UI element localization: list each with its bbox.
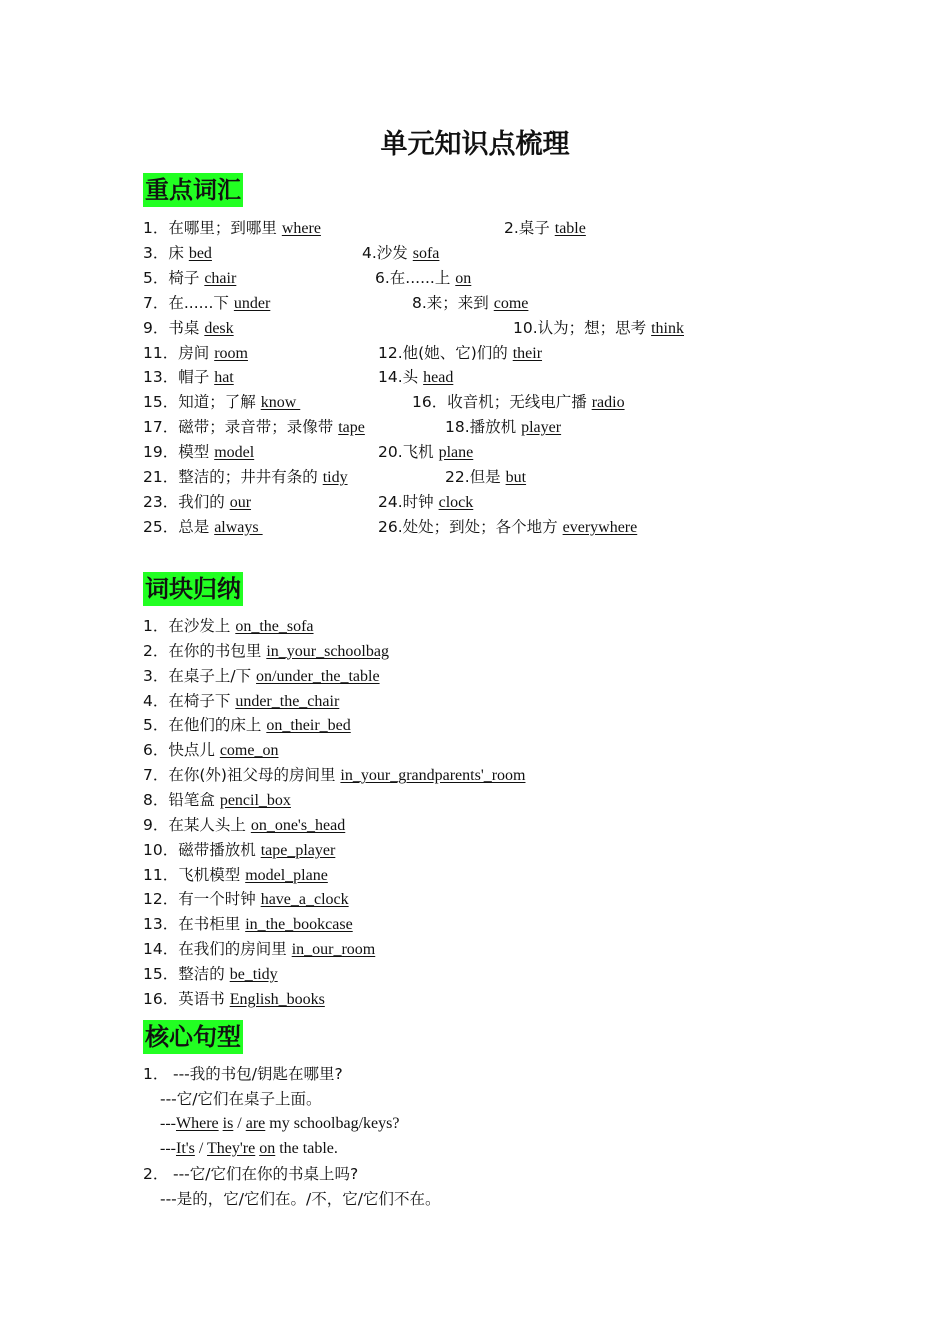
sentence-en-line — [160, 1112, 399, 1136]
english-answer: pencil_box — [219, 791, 291, 809]
chinese-phrase: 在沙发上 — [168, 617, 231, 635]
item-number: 16． — [143, 989, 179, 1008]
answer-word: are — [245, 1115, 266, 1132]
item-number: 5． — [143, 268, 169, 287]
vocab-item-right — [378, 440, 473, 465]
chinese-phrase: 在你(外)祖父母的房间里 — [168, 766, 336, 785]
chinese-term: 但是 — [469, 468, 501, 486]
english-answer: room — [214, 344, 248, 362]
english-answer: on — [455, 269, 472, 287]
english-answer: be_tidy — [229, 965, 278, 983]
item-number: 8. — [412, 293, 427, 312]
chinese-phrase: 在你的书包里 — [168, 641, 262, 660]
chinese-term: 在哪里；到哪里 — [168, 219, 277, 237]
english-answer: table — [554, 220, 586, 237]
section-heading-vocab: 重点词汇 — [143, 173, 243, 207]
item-number: 11． — [143, 343, 179, 362]
vocab-item-left — [143, 440, 254, 465]
section-heading-sentences: 核心句型 — [143, 1020, 243, 1054]
vocab-item-left — [143, 316, 234, 341]
english-answer: on/under_the_table — [256, 667, 380, 685]
english-answer: come_on — [219, 742, 279, 760]
phrase-item — [143, 738, 278, 763]
english-answer: tidy — [322, 469, 348, 486]
phrase-item — [143, 713, 351, 738]
vocab-item-left — [143, 241, 212, 266]
chinese-phrase: 在某人头上 — [168, 815, 246, 834]
item-number: 1． — [143, 219, 169, 237]
item-number: 4． — [143, 691, 169, 710]
chinese-term: 书桌 — [168, 318, 200, 337]
chinese-term: 磁带；录音带；录像带 — [178, 418, 334, 437]
phrase-item — [143, 689, 339, 714]
item-number: 14． — [143, 940, 179, 959]
english-answer: their — [512, 344, 543, 362]
vocab-item-right — [504, 216, 586, 241]
item-number: 15． — [143, 393, 179, 412]
english-answer: tape — [338, 419, 365, 437]
english-answer: model — [214, 444, 255, 462]
section-heading-phrases: 词块归纳 — [143, 572, 243, 606]
english-answer: where — [281, 220, 321, 237]
chinese-term: 房间 — [178, 343, 210, 362]
english-answer: always — [214, 518, 263, 536]
english-answer: plane — [438, 444, 474, 462]
english-answer: sofa — [412, 244, 440, 262]
english-answer: model_plane — [245, 866, 328, 884]
vocab-item-right — [375, 266, 471, 291]
phrase-item — [143, 887, 349, 912]
chinese-phrase: 整洁的 — [178, 964, 225, 983]
phrase-item — [143, 937, 375, 962]
item-number: 1． — [143, 617, 169, 635]
phrase-item — [143, 664, 380, 689]
chinese-phrase: 快点儿 — [168, 741, 215, 760]
phrase-item — [143, 813, 345, 838]
english-answer: player — [521, 419, 562, 437]
english-answer: bed — [188, 244, 212, 262]
vocab-item-left — [143, 216, 321, 241]
phrase-item — [143, 788, 291, 813]
chinese-term: 知道；了解 — [178, 393, 256, 412]
sentence-number: 2． — [143, 1165, 169, 1183]
english-answer: on_their_bed — [266, 717, 351, 735]
vocab-item-left — [143, 390, 300, 415]
chinese-term: 模型 — [178, 443, 210, 462]
chinese-term: 处处；到处；各个地方 — [402, 517, 558, 536]
phrase-item — [143, 863, 328, 888]
item-number: 14. — [378, 368, 403, 387]
chinese-term: 帽子 — [178, 368, 210, 387]
item-number: 9． — [143, 815, 169, 834]
english-answer: chair — [204, 269, 237, 287]
vocab-item-right — [378, 515, 637, 540]
english-answer: in_the_bookcase — [245, 916, 353, 934]
sentence-text: ---它/它们在桌子上面。 — [160, 1090, 322, 1108]
vocab-item-right — [362, 241, 439, 266]
item-number: 24. — [378, 492, 403, 511]
sentence-text: ---我的书包/钥匙在哪里? — [173, 1065, 343, 1083]
item-number: 16． — [412, 393, 448, 412]
sentence-number: 1． — [143, 1065, 169, 1083]
item-number: 8． — [143, 790, 169, 809]
vocab-item-right — [513, 316, 684, 341]
chinese-phrase: 在他们的床上 — [168, 716, 262, 735]
item-number: 17． — [143, 418, 179, 437]
english-answer: clock — [438, 493, 474, 511]
phrase-item — [143, 763, 525, 788]
chinese-term: 桌子 — [518, 219, 550, 237]
item-number: 15． — [143, 964, 179, 983]
sentence-text: ---是的，它/它们在。/不，它/它们不在。 — [160, 1190, 441, 1208]
item-number: 4. — [362, 243, 377, 262]
english-answer: desk — [204, 319, 234, 337]
english-answer: head — [423, 369, 454, 387]
phrase-item — [143, 962, 278, 987]
item-number: 18. — [445, 418, 470, 437]
chinese-term: 椅子 — [168, 268, 200, 287]
english-answer: our — [229, 493, 252, 511]
chinese-term: 在......下 — [168, 293, 229, 312]
dash-prefix: --- — [160, 1140, 176, 1157]
item-number: 21． — [143, 468, 179, 486]
chinese-term: 认为；想；思考 — [537, 318, 647, 337]
item-number: 12． — [143, 890, 179, 909]
chinese-term: 收音机；无线电广播 — [447, 393, 587, 412]
vocab-item-left — [143, 490, 251, 515]
item-number: 26. — [378, 517, 403, 536]
chinese-phrase: 有一个时钟 — [178, 890, 256, 909]
chinese-phrase: 铅笔盒 — [168, 790, 215, 809]
dash-prefix: --- — [160, 1115, 176, 1132]
vocab-item-right — [378, 365, 453, 390]
english-answer: come — [493, 294, 529, 312]
chinese-phrase: 在椅子下 — [168, 691, 231, 710]
english-answer: radio — [591, 394, 625, 412]
english-answer: in_your_grandparents'_room — [340, 767, 526, 785]
chinese-phrase: 飞机模型 — [178, 865, 241, 884]
item-number: 2. — [504, 219, 519, 237]
chinese-term: 播放机 — [469, 418, 517, 437]
chinese-term: 他(她、它)们的 — [402, 343, 508, 362]
chinese-term: 沙发 — [376, 243, 408, 262]
answer-word: They're — [207, 1140, 256, 1157]
item-number: 3． — [143, 243, 169, 262]
english-answer: under — [233, 294, 271, 312]
answer-word: is — [222, 1115, 234, 1132]
item-number: 10. — [513, 318, 538, 337]
english-answer: but — [505, 469, 527, 486]
phrase-item — [143, 614, 314, 639]
vocab-item-left — [143, 415, 365, 440]
item-number: 23． — [143, 492, 179, 511]
chinese-term: 飞机 — [402, 443, 434, 462]
item-number: 11． — [143, 865, 179, 884]
english-answer: on_one's_head — [250, 816, 346, 834]
item-number: 13． — [143, 915, 179, 934]
chinese-term: 在......上 — [389, 268, 451, 287]
english-answer: everywhere — [562, 518, 638, 536]
sentence-rest: my schoolbag/keys? — [265, 1115, 400, 1132]
item-number: 12. — [378, 343, 403, 362]
item-number: 20. — [378, 443, 403, 462]
chinese-phrase: 在桌子上/下 — [168, 666, 252, 685]
chinese-phrase: 在我们的房间里 — [178, 940, 287, 959]
chinese-term: 时钟 — [402, 492, 434, 511]
item-number: 22. — [445, 468, 470, 486]
english-answer: in_your_schoolbag — [266, 642, 389, 660]
answer-word: It's — [175, 1140, 195, 1157]
english-answer: know — [260, 394, 301, 412]
item-number: 13． — [143, 368, 179, 387]
vocab-item-right — [378, 490, 473, 515]
vocab-item-right — [412, 291, 528, 316]
item-number: 2． — [143, 641, 169, 660]
chinese-term: 床 — [168, 243, 184, 262]
english-answer: hat — [214, 369, 234, 387]
chinese-phrase: 磁带播放机 — [178, 840, 256, 859]
vocab-item-right — [378, 341, 542, 366]
phrase-item — [143, 838, 335, 863]
item-number: 6. — [375, 268, 390, 287]
vocab-item-left — [143, 365, 234, 390]
english-answer: in_our_room — [291, 941, 376, 959]
chinese-term: 总是 — [178, 517, 210, 536]
sentence-text: ---它/它们在你的书桌上吗? — [173, 1165, 359, 1183]
item-number: 19． — [143, 443, 179, 462]
vocab-item-right — [412, 390, 625, 415]
phrase-item — [143, 639, 389, 664]
item-number: 25． — [143, 517, 179, 536]
english-answer: think — [651, 319, 684, 337]
vocab-item-left — [143, 291, 270, 316]
chinese-term: 来；来到 — [426, 293, 489, 312]
page-title: 单元知识点梳理 — [380, 129, 570, 160]
chinese-phrase: 英语书 — [178, 989, 225, 1008]
item-number: 7． — [143, 293, 169, 312]
sentence-rest: the table. — [275, 1140, 338, 1157]
english-answer: on_the_sofa — [235, 618, 314, 635]
item-number: 9． — [143, 318, 169, 337]
english-answer: have_a_clock — [260, 891, 349, 909]
sentence-en-line — [160, 1137, 338, 1161]
slash: / — [194, 1140, 208, 1157]
vocab-item-left — [143, 266, 236, 291]
vocab-item-left — [143, 341, 248, 366]
vocab-item-left — [143, 465, 348, 490]
phrase-item — [143, 912, 353, 937]
item-number: 6． — [143, 741, 169, 760]
vocab-item-right — [445, 465, 526, 490]
item-number: 7． — [143, 766, 169, 785]
chinese-phrase: 在书柜里 — [178, 915, 241, 934]
english-answer: English_books — [229, 990, 325, 1008]
chinese-term: 头 — [402, 368, 419, 387]
english-answer: tape_player — [260, 841, 336, 859]
phrase-item — [143, 987, 325, 1012]
english-answer: under_the_chair — [235, 692, 340, 710]
answer-word: on — [259, 1140, 276, 1157]
slash: / — [233, 1115, 246, 1132]
chinese-term: 我们的 — [178, 492, 225, 511]
item-number: 10． — [143, 840, 179, 859]
item-number: 3． — [143, 666, 169, 685]
item-number: 5． — [143, 716, 169, 735]
vocab-item-left — [143, 515, 263, 540]
chinese-term: 整洁的；井井有条的 — [178, 468, 318, 486]
vocab-item-right — [445, 415, 561, 440]
answer-word: Where — [175, 1115, 219, 1132]
